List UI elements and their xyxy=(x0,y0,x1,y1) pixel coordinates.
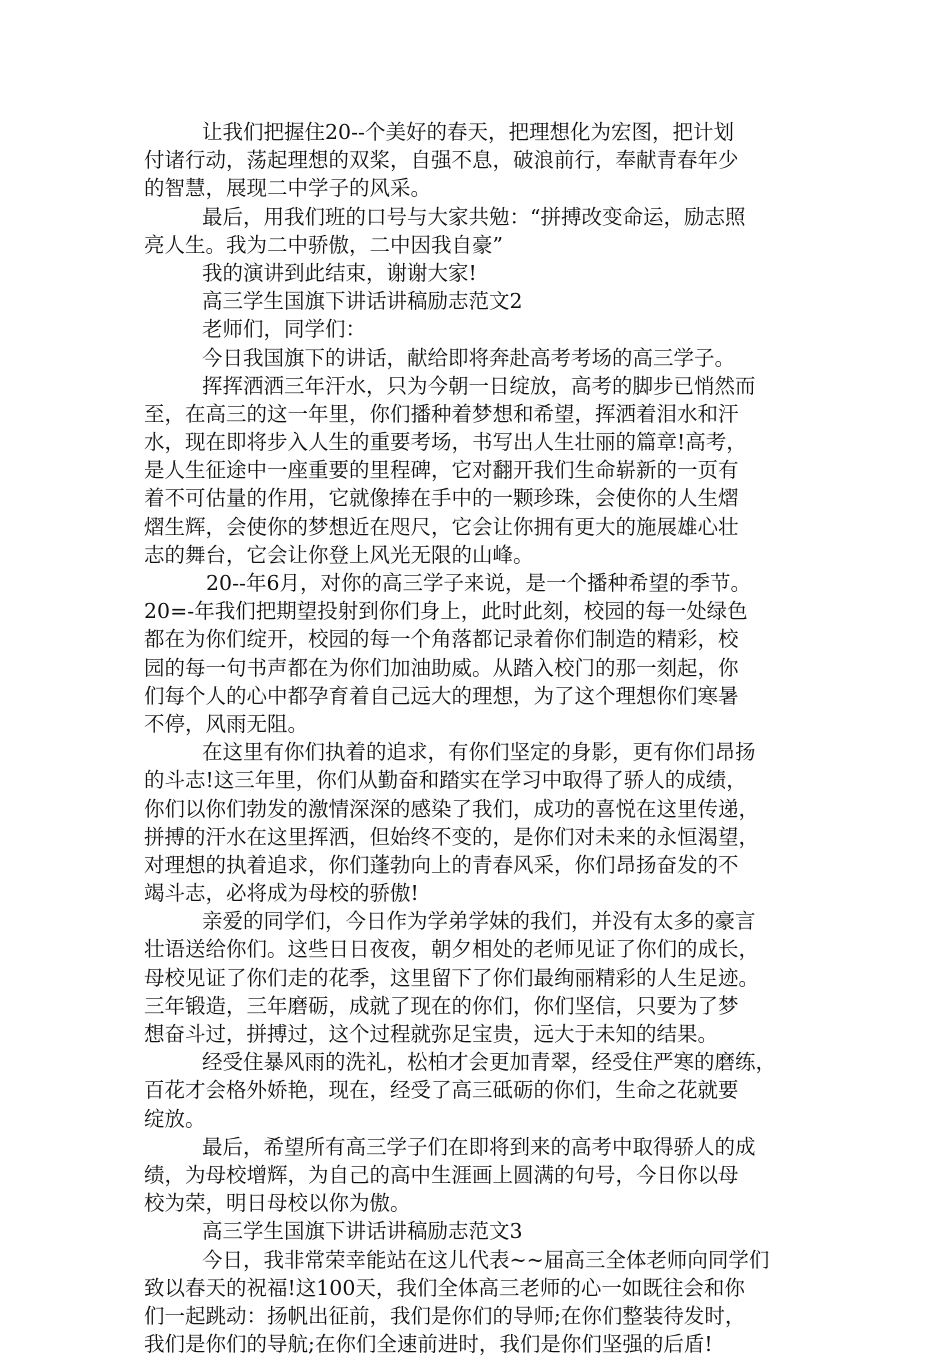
text-line: 的智慧，展现二中学子的风采。 xyxy=(144,176,431,201)
text-line: 的斗志!这三年里，你们从勤奋和踏实在学习中取得了骄人的成绩， xyxy=(144,768,747,793)
text-line: 让我们把握住20--个美好的春天，把理想化为宏图，把计划 xyxy=(202,120,734,144)
text-line: 熠生辉，会使你的梦想近在咫尺，它会让你拥有更大的施展雄心壮 xyxy=(144,514,739,539)
text-line: 们一起跳动：扬帆出征前，我们是你们的导师;在你们整装待发时， xyxy=(144,1303,746,1328)
text-line: 20--年6月，对你的高三学子来说，是一个播种希望的季节。 xyxy=(206,571,751,595)
text-line: 亮人生。我为二中骄傲，二中因我自豪” xyxy=(144,232,503,257)
text-line: 是人生征途中一座重要的里程碑，它对翻开我们生命崭新的一页有 xyxy=(144,458,739,483)
text-line: 挥挥洒洒三年汗水，只为今朝一日绽放，高考的脚步已悄然而 xyxy=(202,373,756,398)
text-line: 竭斗志，必将成为母校的骄傲! xyxy=(144,881,419,906)
text-line: 最后，希望所有高三学子们在即将到来的高考中取得骄人的成 xyxy=(202,1134,756,1159)
text-line: 付诸行动，荡起理想的双桨，自强不息，破浪前行，奉献青春年少 xyxy=(144,148,739,173)
text-line: 不停，风雨无阻。 xyxy=(144,711,308,736)
text-line: 想奋斗过，拼搏过，这个过程就弥足宝贵，远大于未知的结果。 xyxy=(144,1022,718,1046)
text-line: 亲爱的同学们，今日作为学弟学妹的我们，并没有太多的豪言 xyxy=(202,909,756,934)
text-line: 我的演讲到此结束，谢谢大家! xyxy=(202,260,477,285)
text-line: 都在为你们绽开，校园的每一个角落都记录着你们制造的精彩，校 xyxy=(144,627,739,652)
text-line: 绽放。 xyxy=(144,1106,206,1131)
section-heading: 高三学生国旗下讲话讲稿励志范文2 xyxy=(202,289,523,314)
text-line: 经受住暴风雨的洗礼，松柏才会更加青翠，经受住严寒的磨练， xyxy=(202,1050,776,1075)
text-line: 园的每一句书声都在为你们加油助威。从踏入校门的那一刻起，你 xyxy=(144,655,739,680)
text-line: 至，在高三的这一年里，你们播种着梦想和希望，挥洒着泪水和汗 xyxy=(144,401,739,426)
text-line: 你们以你们勃发的激情深深的感染了我们，成功的喜悦在这里传递， xyxy=(144,796,759,821)
text-line: 致以春天的祝福!这100天，我们全体高三老师的心一如既往会和你 xyxy=(144,1275,745,1300)
text-line: 对理想的执着追求，你们蓬勃向上的青春风采，你们昂扬奋发的不 xyxy=(144,852,739,877)
text-line: 校为荣，明日母校以你为傲。 xyxy=(144,1191,411,1216)
text-line: 们每个人的心中都孕育着自己远大的理想，为了这个理想你们寒暑 xyxy=(144,683,739,708)
text-line: 最后，用我们班的口号与大家共勉：“拼搏改变命运，励志照 xyxy=(202,204,746,229)
text-line: 水，现在即将步入人生的重要考场，书写出人生壮丽的篇章!高考， xyxy=(144,430,747,455)
text-line: 着不可估量的作用，它就像捧在手中的一颗珍珠，会使你的人生熠 xyxy=(144,486,739,511)
text-line: 在这里有你们执着的追求，有你们坚定的身影，更有你们昂扬 xyxy=(202,740,756,765)
text-line: 志的舞台，它会让你登上风光无限的山峰。 xyxy=(144,542,534,567)
document-body xyxy=(144,118,812,1358)
text-line: 我们是你们的导航;在你们全速前进时，我们是你们坚强的后盾! xyxy=(144,1332,713,1357)
text-line: 百花才会格外娇艳，现在，经受了高三砥砺的你们，生命之花就要 xyxy=(144,1078,739,1103)
text-line: 壮语送给你们。这些日日夜夜，朝夕相处的老师见证了你们的成长， xyxy=(144,937,759,962)
text-line: 绩，为母校增辉，为自己的高中生涯画上圆满的句号，今日你以母 xyxy=(144,1162,739,1187)
text-line: 老师们，同学们： xyxy=(202,317,366,342)
section-heading: 高三学生国旗下讲话讲稿励志范文3 xyxy=(202,1219,523,1244)
text-line: 拼搏的汗水在这里挥洒，但始终不变的，是你们对未来的永恒渴望， xyxy=(144,824,759,849)
text-line: 今日我国旗下的讲话，献给即将奔赴高考考场的高三学子。 xyxy=(202,345,735,370)
text-line: 20=-年我们把期望投射到你们身上，此时此刻，校园的每一处绿色 xyxy=(144,599,748,624)
text-line: 母校见证了你们走的花季，这里留下了你们最绚丽精彩的人生足迹。 xyxy=(144,965,759,990)
text-line: 三年锻造，三年磨砺，成就了现在的你们，你们坚信，只要为了梦 xyxy=(144,993,739,1018)
text-line: 今日，我非常荣幸能站在这儿代表~~届高三全体老师向同学们 xyxy=(202,1247,770,1272)
